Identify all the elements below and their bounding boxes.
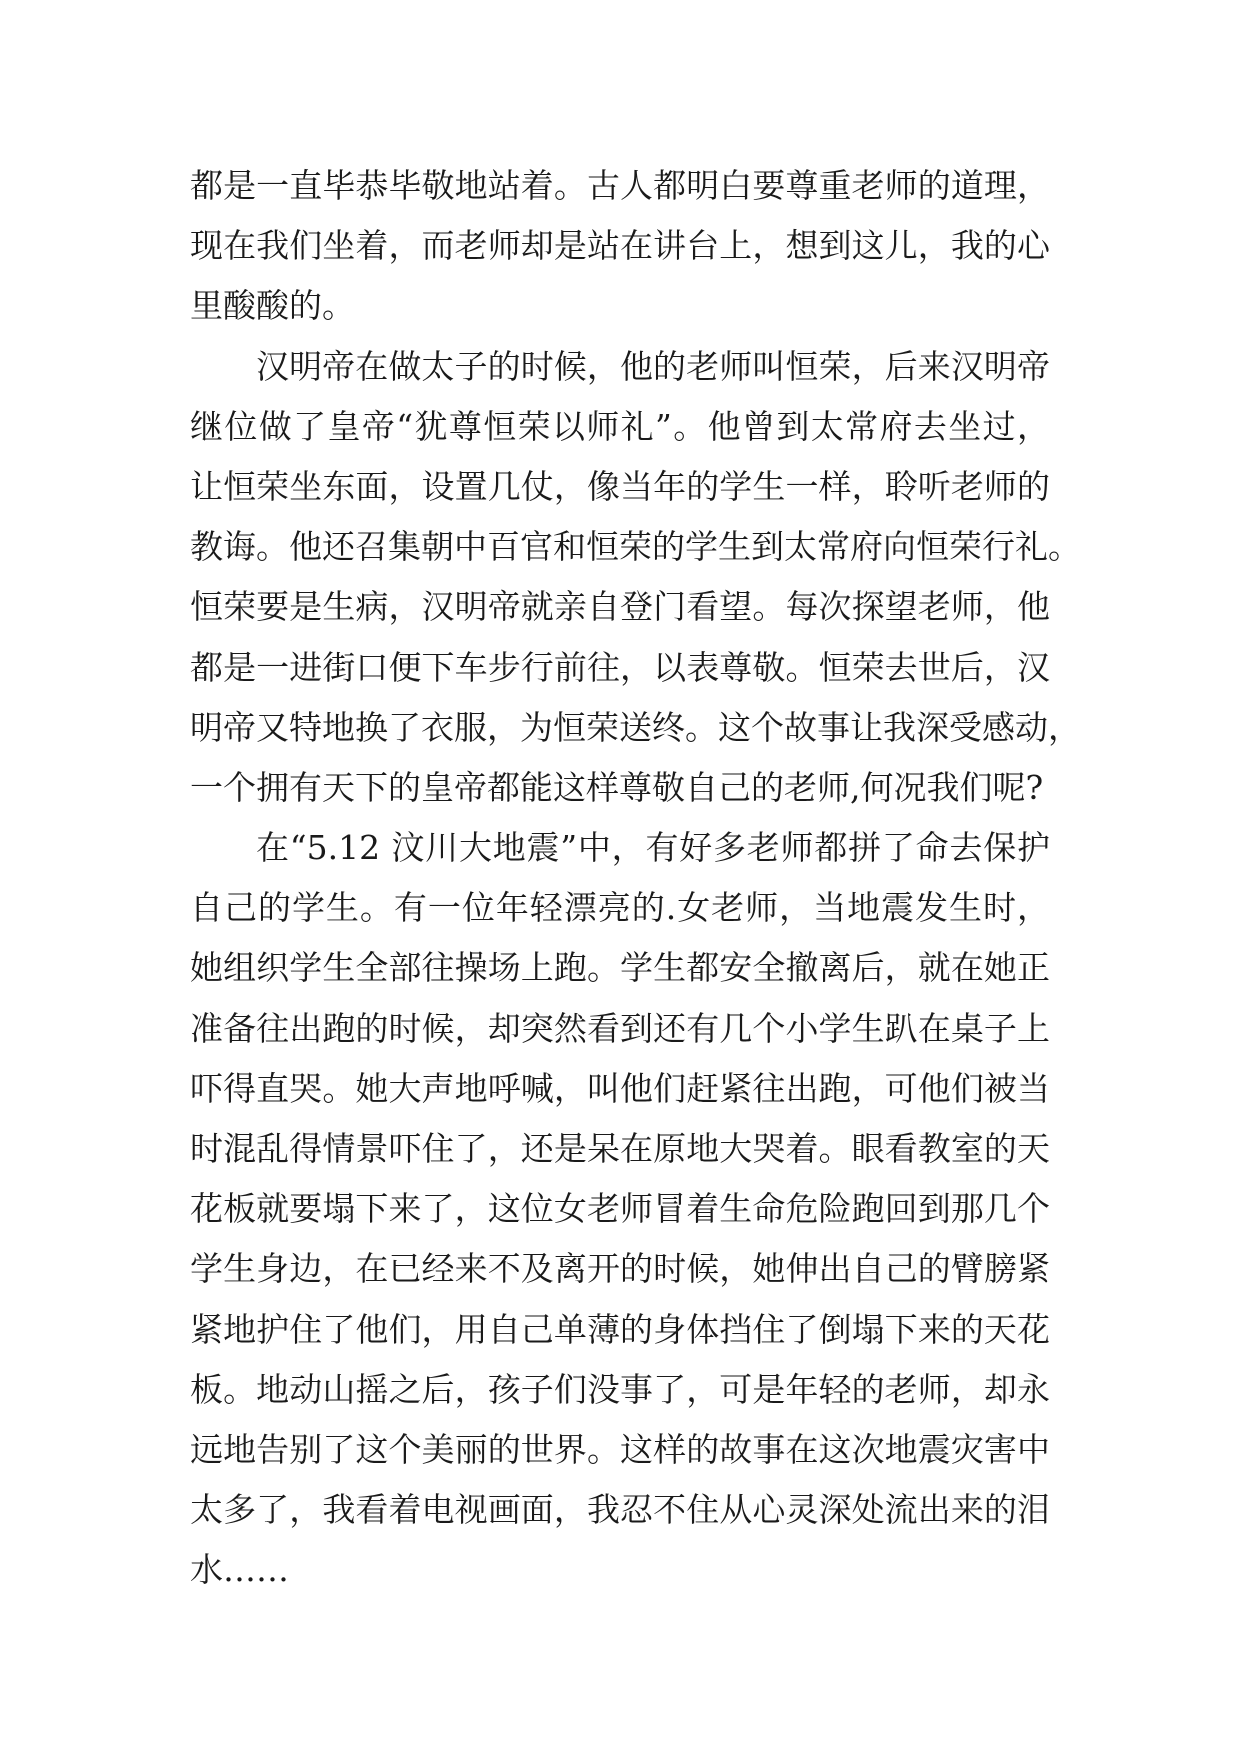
text-line: 远地告别了这个美丽的世界。这样的故事在这次地震灾害中 [190, 1429, 1050, 1469]
text-line: 在“5.12 汶川大地震”中，有好多老师都拼了命去保护 [256, 828, 1050, 868]
text-line: 准备往出跑的时候，却突然看到还有几个小学生趴在桌子上 [190, 1008, 1050, 1048]
text-line: 里酸酸的。 [190, 286, 355, 326]
text-line: 板。地动山摇之后，孩子们没事了，可是年轻的老师，却永 [190, 1369, 1050, 1409]
text-line: 花板就要塌下来了，这位女老师冒着生命危险跑回到那几个 [190, 1189, 1050, 1229]
text-line: 恒荣要是生病，汉明帝就亲自登门看望。每次探望老师，他 [190, 587, 1050, 627]
text-line: 一个拥有天下的皇帝都能这样尊敬自己的老师,何况我们呢? [190, 767, 1044, 807]
text-line: 太多了，我看着电视画面，我忍不住从心灵深处流出来的泪 [190, 1490, 1050, 1530]
text-line: 教诲。他还召集朝中百官和恒荣的学生到太常府向恒荣行礼。 [190, 527, 1081, 567]
text-line: 时混乱得情景吓住了，还是呆在原地大哭着。眼看教室的天 [190, 1129, 1050, 1168]
text-line: 她组织学生全部往操场上跑。学生都安全撤离后，就在她正 [190, 948, 1050, 988]
text-line: 都是一直毕恭毕敬地站着。古人都明白要尊重老师的道理， [190, 166, 1050, 205]
text-line: 让恒荣坐东面，设置几仗，像当年的学生一样，聆听老师的 [190, 466, 1050, 506]
text-line: 现在我们坐着，而老师却是站在讲台上，想到这儿，我的心 [190, 226, 1050, 266]
text-line: 继位做了皇帝“犹尊恒荣以师礼”。他曾到太常府去坐过， [190, 406, 1050, 446]
document-body [190, 156, 1081, 1601]
text-line: 学生身边，在已经来不及离开的时候，她伸出自己的臂膀紧 [190, 1249, 1050, 1289]
text-line: 都是一进街口便下车步行前往，以表尊敬。恒荣去世后，汉 [190, 647, 1050, 687]
text-line: 水…… [190, 1550, 289, 1590]
text-line: 明帝又特地换了衣服，为恒荣送终。这个故事让我深受感动， [190, 707, 1081, 747]
text-line: 紧地护住了他们，用自己单薄的身体挡住了倒塌下来的天花 [190, 1309, 1050, 1349]
text-line: 汉明帝在做太子的时候，他的老师叫恒荣，后来汉明帝 [256, 346, 1050, 386]
text-line: 自己的学生。有一位年轻漂亮的.女老师，当地震发生时， [190, 888, 1050, 928]
text-line: 吓得直哭。她大声地呼喊，叫他们赶紧往出跑，可他们被当 [190, 1068, 1050, 1108]
